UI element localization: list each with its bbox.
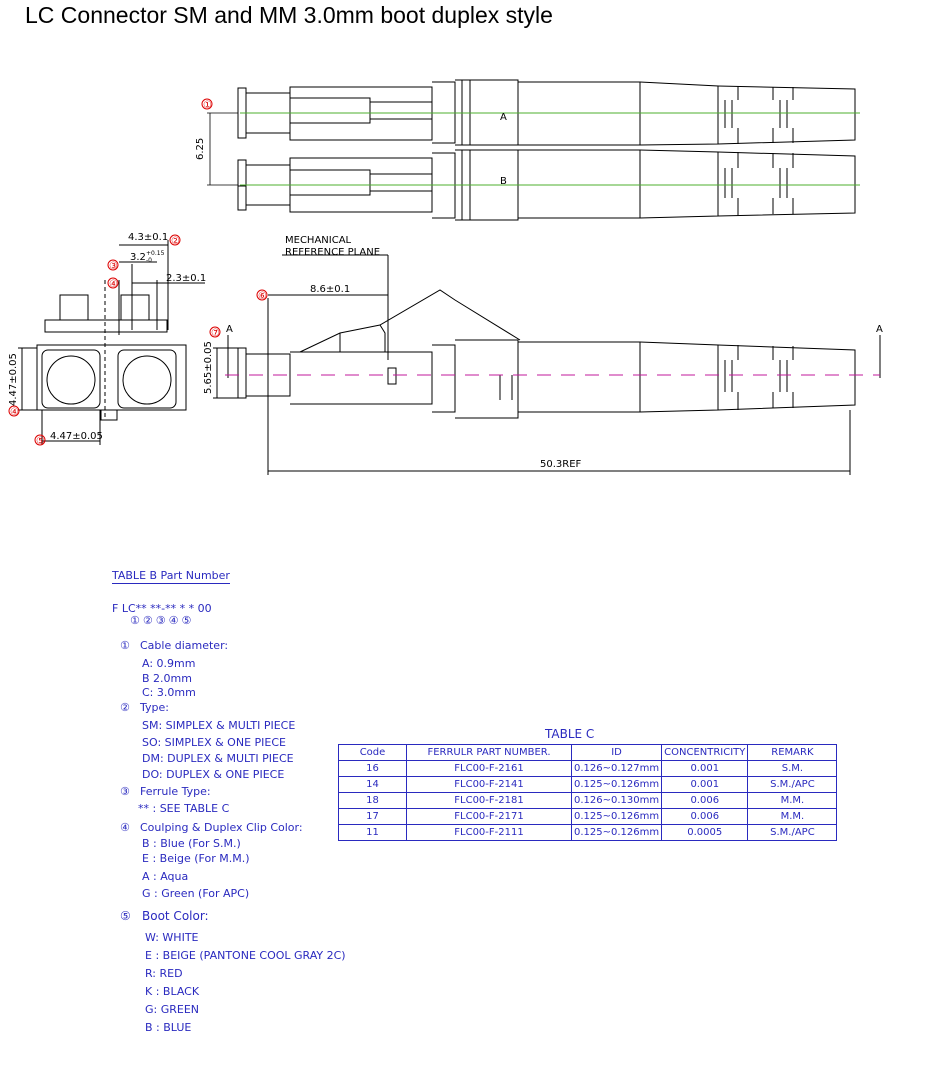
section-2-item: DM: DUPLEX & MULTI PIECE [142, 752, 294, 765]
section-2-title: Type: [140, 701, 169, 714]
section-4-title: Coulping & Duplex Clip Color: [140, 821, 303, 834]
dim-3-2-tol-lower: -0 [146, 257, 152, 264]
callout-4: ④ [109, 279, 118, 290]
cell: S.M. [748, 761, 837, 777]
dim-4-3: 4.3±0.1 [128, 232, 169, 243]
face-a-label: A [500, 112, 507, 123]
dim-4-47-vertical: 4.47±0.05 [8, 353, 19, 406]
section-5-item: B : BLUE [145, 1021, 192, 1034]
cell: 0.006 [662, 809, 748, 825]
callout-2: ② [171, 236, 180, 247]
section-3-mark: ③ [120, 785, 130, 798]
cell: 14 [339, 777, 407, 793]
col-header: CONCENTRICITY [662, 745, 748, 761]
table-b-heading: TABLE B Part Number [112, 569, 230, 582]
cell: 0.0005 [662, 825, 748, 841]
section-2-mark: ② [120, 701, 130, 714]
pitch-dim: 6.25 [195, 137, 206, 160]
section-4-mark: ④ [120, 821, 130, 834]
section-a-right: A [876, 324, 883, 335]
connector-drawing [0, 0, 938, 480]
section-5-item: G: GREEN [145, 1003, 200, 1016]
section-5-item: R: RED [145, 967, 183, 980]
section-4-item: G : Green (For APC) [142, 887, 250, 900]
section-3-item: ** : SEE TABLE C [138, 802, 230, 815]
section-2-item: SO: SIMPLEX & ONE PIECE [142, 736, 286, 749]
cell: FLC00-F-2141 [407, 777, 572, 793]
callout-5: ⑤ [36, 436, 45, 447]
table-c-title: TABLE C [545, 727, 595, 741]
cell: 0.126~0.130mm [572, 793, 662, 809]
face-b-label: B [500, 176, 507, 187]
cell: FLC00-F-2171 [407, 809, 572, 825]
cell: M.M. [748, 793, 837, 809]
dim-5-65: 5.65±0.05 [203, 341, 214, 394]
cell: 0.125~0.126mm [572, 777, 662, 793]
section-a-left: A [226, 324, 233, 335]
section-4-item: B : Blue (For S.M.) [142, 837, 241, 850]
section-1-item: C: 3.0mm [142, 686, 196, 699]
section-1-item: A: 0.9mm [142, 657, 196, 670]
section-5-item: W: WHITE [145, 931, 199, 944]
part-code-line: F LC** **-** * * 00 [112, 602, 212, 615]
callout-4b: ④ [10, 407, 19, 418]
col-header: ID [572, 745, 662, 761]
page-title: LC Connector SM and MM 3.0mm boot duplex style [25, 2, 553, 28]
top-view [238, 80, 855, 220]
section-5-title: Boot Color: [142, 909, 209, 923]
table-row [339, 825, 837, 841]
dim-50-3: 50.3REF [540, 459, 582, 470]
cell: 0.126~0.127mm [572, 761, 662, 777]
cell: 11 [339, 825, 407, 841]
cell: 0.006 [662, 793, 748, 809]
callout-1-top: ① [203, 100, 212, 111]
mech-ref-line1: MECHANICAL [285, 235, 352, 246]
dim-4-47-horizontal: 4.47±0.05 [50, 431, 103, 442]
callout-3: ③ [109, 261, 118, 272]
section-5-item: K : BLACK [145, 985, 200, 998]
table-header-row [339, 745, 837, 761]
dim-8-6: 8.6±0.1 [310, 284, 351, 295]
table-row [339, 777, 837, 793]
section-3-title: Ferrule Type: [140, 785, 211, 798]
cell: M.M. [748, 809, 837, 825]
section-1-item: B 2.0mm [142, 672, 192, 685]
dim-3-2-tol-upper: +0.15 [146, 250, 165, 257]
cell: 0.001 [662, 777, 748, 793]
table-c [338, 744, 837, 841]
cell: 16 [339, 761, 407, 777]
callout-7: ⑦ [211, 328, 220, 339]
dim-3-2: 3.2 [130, 252, 146, 263]
cell: FLC00-F-2161 [407, 761, 572, 777]
section-5-mark: ⑤ [120, 909, 131, 923]
cell: S.M./APC [748, 777, 837, 793]
cell: 0.125~0.126mm [572, 809, 662, 825]
table-row [339, 793, 837, 809]
section-4-item: A : Aqua [142, 870, 189, 883]
cell: 0.001 [662, 761, 748, 777]
col-header: REMARK [748, 745, 837, 761]
part-code-marks: ①②③④⑤ [130, 614, 195, 627]
cell: 0.125~0.126mm [572, 825, 662, 841]
dim-2-3: 2.3±0.1 [166, 273, 207, 284]
section-4-item: E : Beige (For M.M.) [142, 852, 250, 865]
section-1-mark: ① [120, 639, 130, 652]
section-2-item: SM: SIMPLEX & MULTI PIECE [142, 719, 296, 732]
cell: 18 [339, 793, 407, 809]
mech-ref-line2: REFERENCE PLANE [285, 247, 381, 258]
section-1-title: Cable diameter: [140, 639, 229, 652]
cell: 17 [339, 809, 407, 825]
table-row [339, 761, 837, 777]
section-2-item: DO: DUPLEX & ONE PIECE [142, 768, 285, 781]
table-row [339, 809, 837, 825]
col-header: FERRULR PART NUMBER. [407, 745, 572, 761]
cell: FLC00-F-2181 [407, 793, 572, 809]
callout-6: ⑥ [258, 291, 267, 302]
cell: S.M./APC [748, 825, 837, 841]
section-5-item: E : BEIGE (PANTONE COOL GRAY 2C) [145, 949, 346, 962]
col-header: Code [339, 745, 407, 761]
cell: FLC00-F-2111 [407, 825, 572, 841]
